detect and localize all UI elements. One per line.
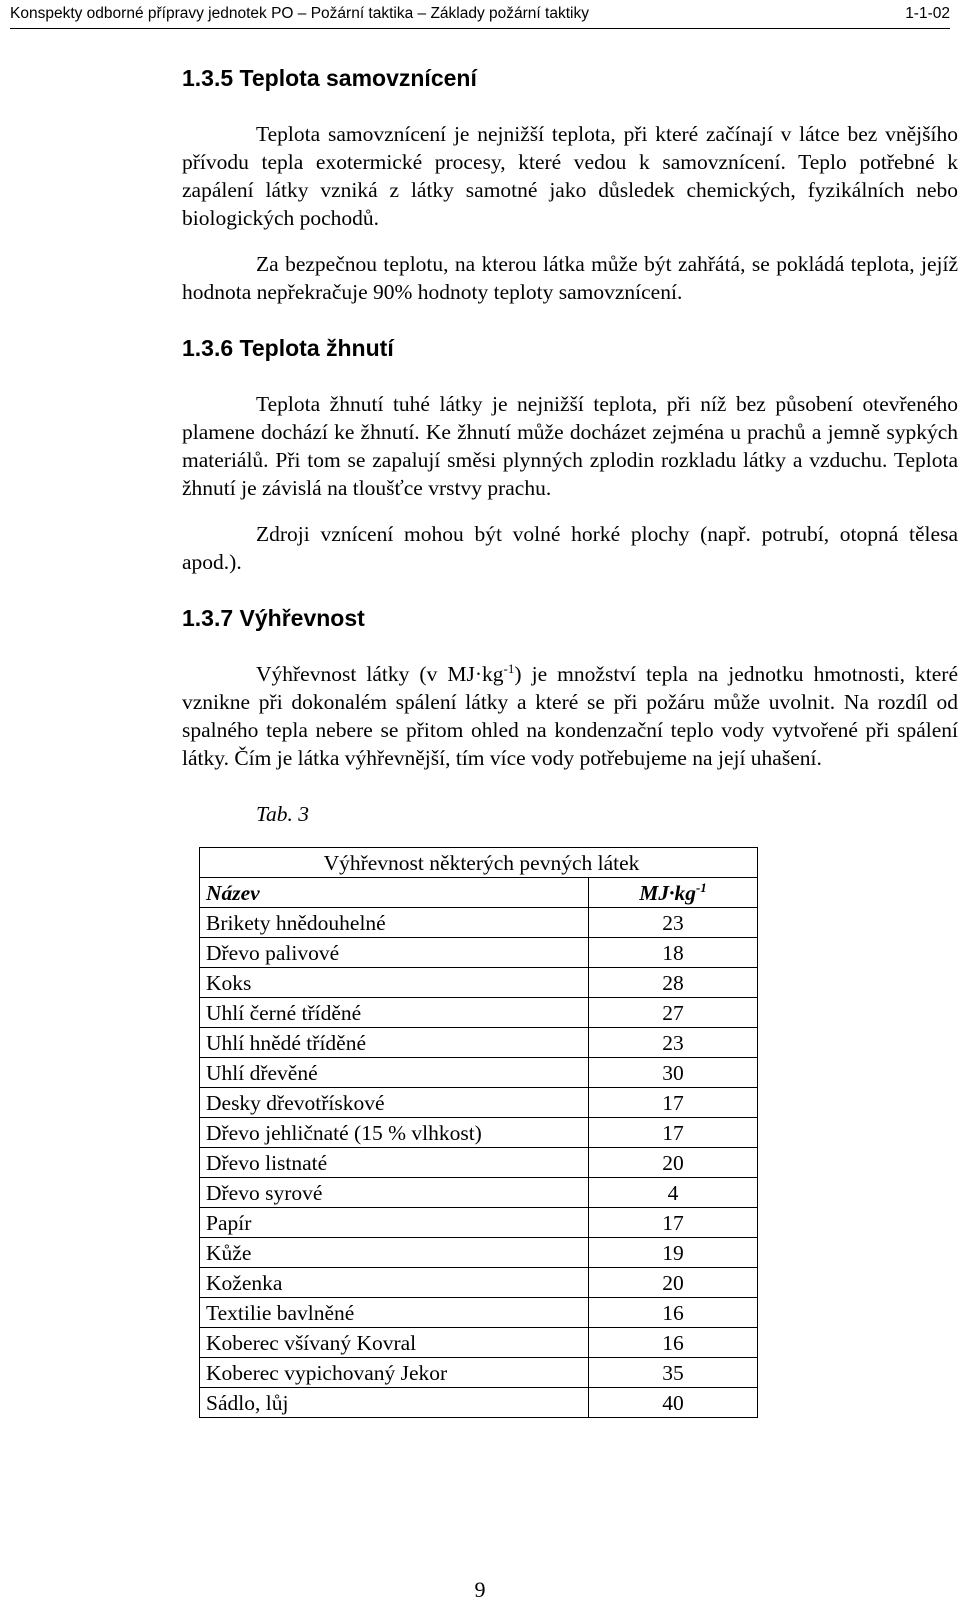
calorific-value-cell: 17 <box>589 1208 758 1238</box>
paragraph-ignition-sources: Zdroji vznícení mohou být volné horké plochy (např. potrubí, otopná tělesa apod.). <box>182 522 958 574</box>
table-row <box>200 1088 758 1118</box>
paragraph-glow-temperature: Teplota žhnutí tuhé látky je nejnižší teplota, při níž bez působení otevřeného plamene dochází ke žhnutí. Ke žhnutí může docházet zejména u prachů a jemně sypkých materiálů. Při tom se zapalují směsi plynných zplodin rozkladu látky a vzduchu. Teplota žhnutí je závislá na tloušťce vrstvy prachu. <box>182 392 958 500</box>
table-row <box>200 1358 758 1388</box>
table-row <box>200 938 758 968</box>
material-name-cell: Koženka <box>200 1268 589 1298</box>
table-row <box>200 1268 758 1298</box>
section-heading-1-3-6: 1.3.6 Teplota žhnutí <box>182 335 394 361</box>
calorific-value-cell: 18 <box>589 938 758 968</box>
table-title: Výhřevnost některých pevných látek <box>200 848 758 878</box>
paragraph-calorific-value <box>182 660 958 772</box>
calorific-value-table <box>199 847 758 1418</box>
table-caption: Tab. 3 <box>256 802 309 826</box>
calorific-value-cell: 20 <box>589 1148 758 1178</box>
page-header <box>10 0 950 29</box>
header-title: Konspekty odborné přípravy jednotek PO – Požární taktika – Základy požární taktiky <box>10 5 589 22</box>
table-header-row <box>200 878 758 908</box>
calorific-value-cell: 27 <box>589 998 758 1028</box>
table-row <box>200 1238 758 1268</box>
table-row <box>200 1118 758 1148</box>
material-name-cell: Uhlí dřevěné <box>200 1058 589 1088</box>
calorific-value-cell: 23 <box>589 1028 758 1058</box>
material-name-cell: Brikety hnědouhelné <box>200 908 589 938</box>
material-name-cell: Koberec všívaný Kovral <box>200 1328 589 1358</box>
table-row <box>200 1178 758 1208</box>
material-name-cell: Kůže <box>200 1238 589 1268</box>
calorific-value-cell: 17 <box>589 1118 758 1148</box>
calorific-value-cell: 40 <box>589 1388 758 1418</box>
material-name-cell: Papír <box>200 1208 589 1238</box>
table-row <box>200 968 758 998</box>
table-title-row <box>200 848 758 878</box>
calorific-value-cell: 16 <box>589 1328 758 1358</box>
calorific-value-cell: 4 <box>589 1178 758 1208</box>
calorific-text-end: ) je množství tepla na jednotku hmotnosti, které vznikne při dokonalém spálení látky a které se při požáru může uvolnit. Na rozdíl od spalného tepla nebere se přitom ohled na kondenzační teplo vody vytvořené při spálení látky. Čím je látka výhřevnější, tím více vody potřebujeme na její uhašení. <box>182 662 958 770</box>
material-name-cell: Desky dřevotřískové <box>200 1088 589 1118</box>
material-name-cell: Textilie bavlněné <box>200 1298 589 1328</box>
paragraph-autoignition-definition: Teplota samovznícení je nejnižší teplota, při které začínají v látce bez vnějšího přívodu tepla exotermické procesy, které vedou k samovznícení. Teplo potřebné k zapálení látky vzniká z látky samotné jako důsledek chemických, fyzikálních nebo biologických pochodů. <box>182 122 958 230</box>
unit-exponent: -1 <box>503 661 515 676</box>
calorific-value-cell: 23 <box>589 908 758 938</box>
material-name-cell: Uhlí černé tříděné <box>200 998 589 1028</box>
page-number: 9 <box>474 1577 486 1602</box>
unit-label: MJ·kg <box>639 880 696 905</box>
header-doc-code: 1-1-02 <box>905 5 950 22</box>
table-row <box>200 1058 758 1088</box>
material-name-cell: Dřevo syrové <box>200 1178 589 1208</box>
material-name-cell: Koberec vypichovaný Jekor <box>200 1358 589 1388</box>
calorific-value-cell: 30 <box>589 1058 758 1088</box>
material-name-cell: Dřevo palivové <box>200 938 589 968</box>
column-header-unit <box>589 878 758 908</box>
unit-label-exponent: -1 <box>695 879 707 895</box>
calorific-value-cell: 19 <box>589 1238 758 1268</box>
material-name-cell: Dřevo listnaté <box>200 1148 589 1178</box>
material-name-cell: Dřevo jehličnaté (15 % vlhkost) <box>200 1118 589 1148</box>
section-heading-1-3-5: 1.3.5 Teplota samovznícení <box>182 65 477 91</box>
calorific-text-start: Výhřevnost látky (v MJ·kg <box>256 662 504 686</box>
table-row <box>200 1148 758 1178</box>
table-row <box>200 1298 758 1328</box>
calorific-value-cell: 20 <box>589 1268 758 1298</box>
calorific-value-cell: 35 <box>589 1358 758 1388</box>
table-row <box>200 1388 758 1418</box>
calorific-value-cell: 17 <box>589 1088 758 1118</box>
table-row <box>200 1328 758 1358</box>
calorific-value-cell: 28 <box>589 968 758 998</box>
table-row <box>200 908 758 938</box>
paragraph-safe-temperature: Za bezpečnou teplotu, na kterou látka může být zahřátá, se pokládá teplota, jejíž hodnota nepřekračuje 90% hodnoty teploty samovznícení. <box>182 252 958 304</box>
table-row <box>200 1028 758 1058</box>
section-heading-1-3-7: 1.3.7 Výhřevnost <box>182 605 365 631</box>
table-row <box>200 1208 758 1238</box>
table-row <box>200 998 758 1028</box>
material-name-cell: Koks <box>200 968 589 998</box>
page-content <box>182 64 958 1418</box>
material-name-cell: Uhlí hnědé tříděné <box>200 1028 589 1058</box>
column-header-name: Název <box>200 878 589 908</box>
calorific-value-cell: 16 <box>589 1298 758 1328</box>
material-name-cell: Sádlo, lůj <box>200 1388 589 1418</box>
